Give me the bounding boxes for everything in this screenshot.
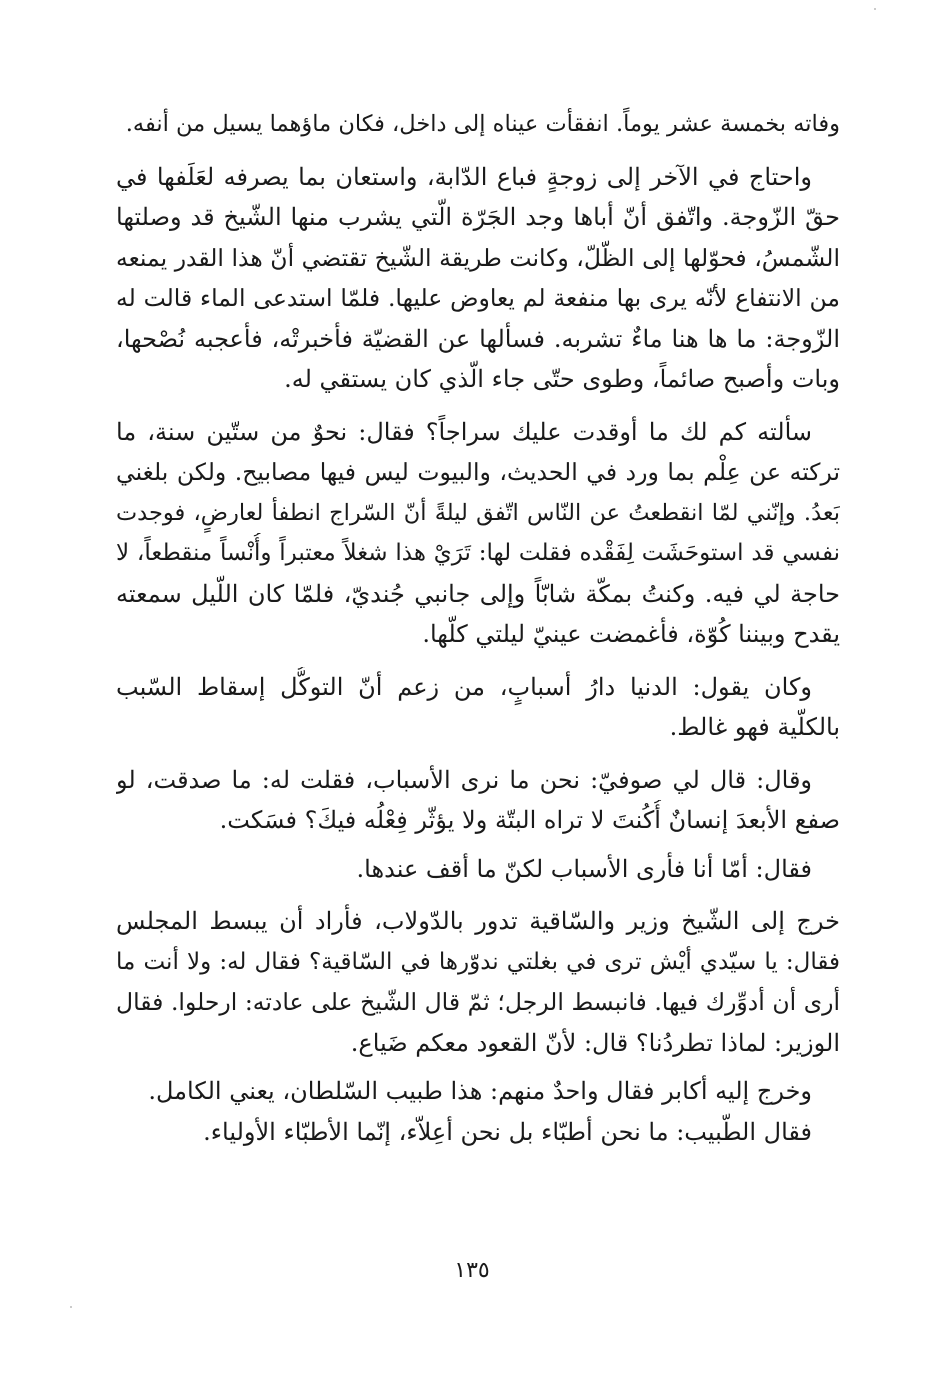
body-text [116,104,840,1152]
text-line: حاجة لي فيه. وكنتُ بمكّة شابّاً وإلى جانبي جُنديّ، فلمّا كان اللّيل سمعته [116,579,840,608]
text-line: تركته عن عِلْم بما ورد في الحديث، والبيوت ليس فيها مصابيح. ولكن بلغني [116,458,840,486]
text-line: حقّ الزّوجة. واتّفق أنّ أباها وجد الجَرّة الّتي يشرب منها الشّيخ قد وصلتها [116,203,840,231]
text-line: بالكلّية فهو غالط. [669,713,840,741]
text-line: فقال الطّبيب: ما نحن أطبّاء بل نحن أعِلاّء، إنّما الأطبّاء الأولياء. [203,1117,812,1146]
text-line: خرج إلى الشّيخ وزير والسّاقية تدور بالدّولاب، فأراد أن يبسط المجلس [116,907,840,935]
text-line: نفسي قد استوحَشَت لِفَقْده فقلت لها: تَرَيْ هذا شغلاً معتبراً وأُنْساً منقطعاً، لا [116,540,840,566]
text-line: يقدح وبيننا كُوّة، فأغمضت عينيّ ليلتي كلّها. [422,620,840,648]
text-line: بَعدُ. وإنّني لمّا انقطعتُ عن النّاس اتّفق ليلةً أنّ السّراج انطفأ لعارضٍ، فوجدت [116,499,840,526]
text-line: وبات وأصبح صائماً، وطوى حتّى جاء الّذي كان يستقي له. [284,365,840,393]
page-speck [70,1306,72,1308]
text-line: صفع الأبعدَ إنسانٌ أُكُنتَ لا تراه البتّة ولا يؤثّر فِعْلُه فيكَ؟ فسَكت. [219,806,840,834]
text-line: أرى أن أدوِّرك فيها. فانبسط الرجل؛ ثمّ قال الشّيخ على عادته: ارحلوا. فقال [116,988,840,1016]
text-line: وقال: قال لي صوفيّ: نحن ما نرى الأسباب، فقلت له: ما صدقت، لو [116,765,812,794]
page-speck [874,8,876,10]
text-line: فقال: أمّا أنا فأرى الأسباب لكنّ ما أقف عندها. [356,854,812,883]
text-line: وكان يقول: الدنيا دارُ أسبابٍ، من زعم أنّ التوكُّل إسقاط السّبب [116,672,812,701]
text-line: وفاته بخمسة عشر يوماً. انفقأت عيناه إلى داخل، فكان ماؤهما يسيل من أنفه. [125,111,840,137]
text-line: سألته كم لك ما أوقدت عليك سراجاً؟ فقال: نحوٌ من ستّين سنة، ما [116,417,812,446]
text-line: الشّمسُ، فحوّلها إلى الظّلّ، وكانت طريقة الشّيخ تقتضي أنّ هذا القدر يمنعه [116,243,840,272]
text-line: واحتاج في الآخر إلى زوجةٍ فباع الدّابة، واستعان بما يصرفه لعَلَفها في [116,162,812,191]
text-line: وخرج إليه أكابر فقال واحدٌ منهم: هذا طبيب السّلطان، يعني الكامل. [148,1077,812,1105]
text-line: فقال: يا سيّدي أيْش ترى في بغلتي ندوّرها في السّاقية؟ فقال له: ولا أنت ما [116,948,840,975]
text-line: الزّوجة: ما ها هنا ماءٌ تشربه. فسألها عن القضيّة فأخبرتْه، فأعجبه نُصْحها، [116,324,840,353]
text-line: الوزير: لماذا تطردُنا؟ قال: لأنّ القعود معكم ضَياع. [350,1028,840,1057]
page-number: ١٣٥ [454,1258,490,1283]
text-line: من الانتفاع لأنّه يرى بها منفعة لم يعاوض عليها. فلمّا استدعى الماء قالت له [116,284,840,312]
